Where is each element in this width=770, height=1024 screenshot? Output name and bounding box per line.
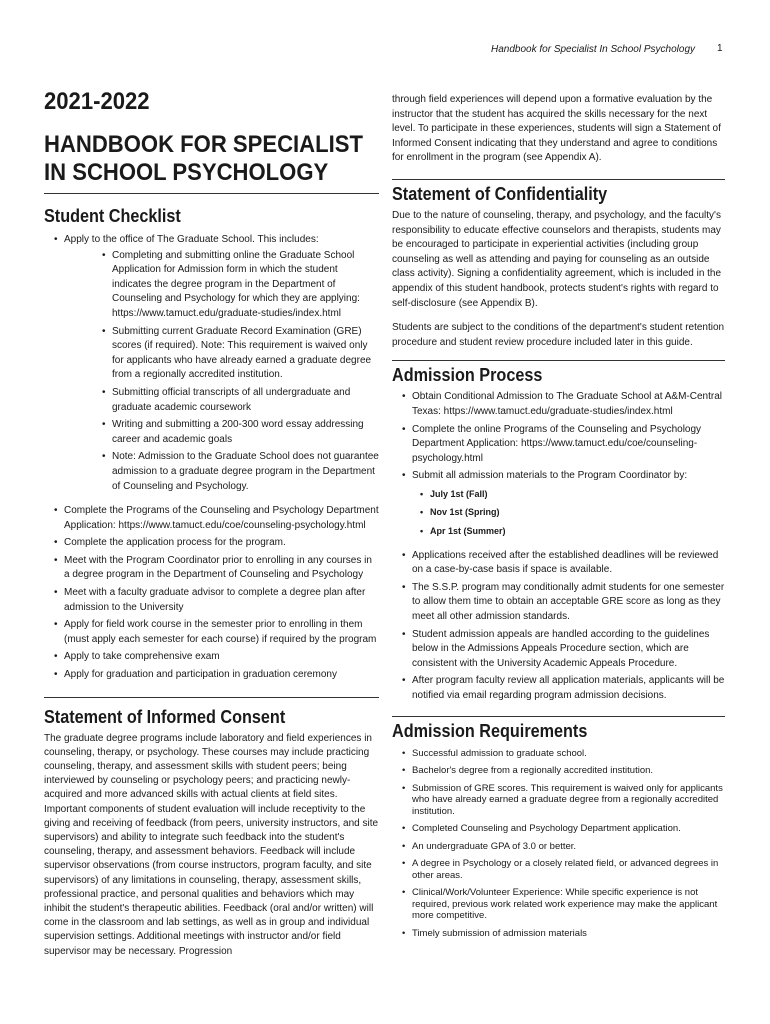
- list-item: • Submit all admission materials to the Program Coordinator by:: [402, 469, 725, 484]
- list-item: • Bachelor's degree from a regionally accredited institution.: [402, 765, 725, 777]
- list-item: • An undergraduate GPA of 3.0 or better.: [402, 841, 725, 853]
- checklist-apply-intro: Apply to the office of The Graduate School. This includes:: [64, 234, 319, 245]
- list-item: • Student admission appeals are handled according to the guidelines below in the Admissions Appeals Procedure section, which are consistent with the University Academic Appeals Procedure.: [402, 628, 725, 672]
- left-column: [44, 88, 379, 959]
- confidentiality-para-2: Students are subject to the conditions of the department's student retention procedure and student review procedure included later in this guide.: [392, 322, 725, 348]
- list-item: • Completing and submitting online the Graduate School Application for Admission form in which the student indicates the degree program in the Department of Counseling and Psychology for which they are applying: https://www.tamuct.edu/graduate-studies/index.html: [102, 249, 379, 322]
- list-item: • Meet with the Program Coordinator prior to enrolling in any courses in a degree program in the Department of Counseling and Psychology: [54, 554, 379, 583]
- admission-requirements-heading: Admission Requirements: [392, 720, 588, 741]
- list-item: • Clinical/Work/Volunteer Experience: While specific experience is not required, previous work related work experience may make the applicant more competitive.: [402, 887, 725, 922]
- list-item: • Timely submission of admission materials: [402, 928, 725, 940]
- confidentiality-heading: Statement of Confidentiality: [392, 183, 608, 204]
- handbook-year: 2021-2022: [44, 88, 150, 115]
- right-column: [392, 93, 725, 945]
- list-item: • Applications received after the established deadlines will be reviewed on a case-by-case basis if space is available.: [402, 549, 725, 578]
- list-item: • Writing and submitting a 200-300 word essay addressing career and academic goals: [102, 418, 379, 447]
- list-item: • Obtain Conditional Admission to The Graduate School at A&M-Central Texas: https://www.tamuct.edu/graduate-studies/index.html: [402, 390, 725, 419]
- admission-process-list: [392, 390, 725, 703]
- title-line-1: HANDBOOK FOR SPECIALIST: [44, 131, 363, 158]
- list-item: • The S.S.P. program may conditionally admit students for one semester to allow them time to obtain an acceptable GRE score as long as they meet all other admission standards.: [402, 581, 725, 625]
- list-item: • Note: Admission to the Graduate School does not guarantee admission to a graduate degree program in the Department of Counseling and Psychology.: [102, 450, 379, 494]
- list-item: • Completed Counseling and Psychology Department application.: [402, 823, 725, 835]
- list-item: • Apply for graduation and participation in graduation ceremony: [54, 668, 379, 683]
- informed-consent-heading: Statement of Informed Consent: [44, 706, 286, 727]
- informed-consent-continued: through field experiences will depend upon a formative evaluation by the instructor that the student has acquired the skills necessary for the next level. To participate in these experiences, students will sign a Statement of Informed Consent indicating that they understand and agree to conditions for enrollment in the program (see Appendix A).: [392, 94, 721, 164]
- page-number: 1: [717, 43, 723, 54]
- list-item: • A degree in Psychology or a closely related field, or advanced degrees in other areas.: [402, 858, 725, 881]
- list-item: • Complete the Programs of the Counseling and Psychology Department Application: https://www.tamuct.edu/coe/counseling-psychology.html: [54, 504, 379, 533]
- admission-process-section: [392, 360, 725, 703]
- deadline-fall: • July 1st (Fall): [420, 487, 725, 502]
- list-item: • Apply for field work course in the semester prior to enrolling in them (must apply each semester for each course) if required by the program: [54, 618, 379, 647]
- list-item: • Submitting official transcripts of all undergraduate and graduate academic coursework: [102, 386, 379, 415]
- list-item: • Apply to take comprehensive exam: [54, 650, 379, 665]
- confidentiality-para-1: Due to the nature of counseling, therapy, and psychology, and the faculty's responsibility to educate effective counselors and therapists, students may be encouraged to participate in experiential activities (including group counseling as well as attending and paying for counseling as an outside class activity). Signing a confidentiality agreement, which is included in the appendix of this student handbook, protects student's rights with regard to self-disclosure (see Appendix B).: [392, 209, 722, 309]
- checklist-item-apply: [54, 233, 379, 494]
- deadline-list: [402, 487, 725, 539]
- admission-process-heading: Admission Process: [392, 365, 543, 386]
- deadline-spring: • Nov 1st (Spring): [420, 505, 725, 520]
- running-header: Handbook for Specialist In School Psychology: [491, 44, 696, 55]
- list-item: • Submitting current Graduate Record Examination (GRE) scores (if required). Note: This requirement is waived only for applicants who have already earned a graduate degree from a regionally accredited institution.: [102, 325, 379, 383]
- confidentiality-section: [392, 179, 725, 350]
- list-item: • After program faculty review all application materials, applicants will be notified via email regarding program admission decisions.: [402, 674, 725, 703]
- handbook-title: [44, 131, 379, 194]
- informed-consent-body: The graduate degree programs include laboratory and field experiences in counseling, therapy, or psychology. These courses may include practicing counseling, therapy, and assessment skills with student peers; being interviewed by counseling or psychology peers; and practicing newly-acquired and more advanced skills with actual clients at field sites. Important components of student evaluation will include receptivity to the giving and receiving of feedback (from peers, university instructors, and site supervisors) and ability to integrate such feedback into the student's counseling, therapy, and assessment behaviors. Feedback will include supervisor observations (from course instructors, program faculty, and site supervisors) of any limitations in counseling, therapy, assessment skills, professional practice, and personal qualities and behaviors which may inhibit the student's therapeutic abilities. Feedback (oral and/or written) will come in the classroom and lab settings, as well as in group and individual supervision settings. Additional meetings with instructor and/or field supervisor may be necessary. Progression: [44, 732, 379, 957]
- deadline-summer: • Apr 1st (Summer): [420, 524, 725, 539]
- title-line-2: IN SCHOOL PSYCHOLOGY: [44, 159, 329, 186]
- admission-requirements-section: [392, 716, 725, 940]
- checklist-heading: Student Checklist: [44, 206, 181, 226]
- list-item: • Complete the online Programs of the Counseling and Psychology Department Application: https://www.tamuct.edu/coe/counseling-psychology.html: [402, 423, 725, 467]
- informed-consent-section: [44, 697, 379, 959]
- admission-requirements-list: [392, 748, 725, 940]
- list-item: • Submission of GRE scores. This requirement is waived only for applicants who have already earned a graduate degree from a regionally accredited institution.: [402, 783, 725, 818]
- checklist-list: [44, 233, 379, 683]
- list-item: • Meet with a faculty graduate advisor to complete a degree plan after admission to the University: [54, 586, 379, 615]
- list-item: • Successful admission to graduate school.: [402, 748, 725, 760]
- list-item: • Complete the application process for the program.: [54, 536, 379, 551]
- checklist-sublist: [54, 249, 379, 495]
